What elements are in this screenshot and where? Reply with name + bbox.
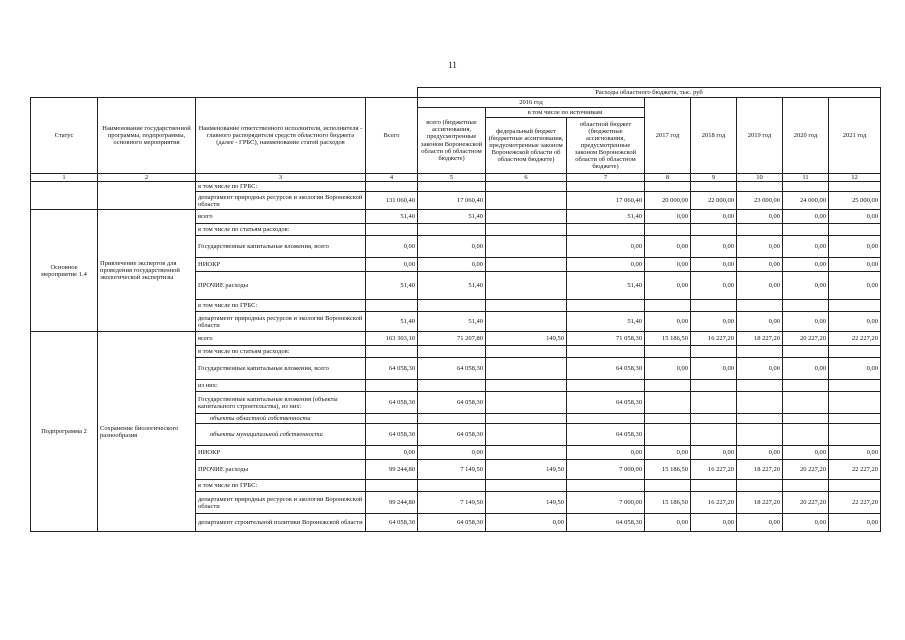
- value-cell: [829, 424, 881, 446]
- value-cell: 22 227,20: [829, 492, 881, 514]
- column-number: 5: [418, 174, 486, 182]
- value-cell: 16 227,20: [691, 460, 737, 480]
- value-cell: [567, 182, 645, 192]
- column-number: 2: [98, 174, 196, 182]
- year-2021-header: 2021 год: [829, 98, 881, 174]
- expense-label: в том числе по ГРБС:: [196, 480, 366, 492]
- value-cell: 0,00: [645, 258, 691, 272]
- expense-label: в том числе по ГРБС:: [196, 182, 366, 192]
- value-cell: [783, 182, 829, 192]
- status-header: Статус: [31, 98, 98, 174]
- value-cell: 15 186,50: [645, 460, 691, 480]
- expense-label: департамент природных ресурсов и экологии Воронежской области: [196, 312, 366, 332]
- empty-cell: [98, 182, 196, 210]
- value-cell: 7 149,50: [418, 460, 486, 480]
- value-cell: 0,00: [645, 236, 691, 258]
- value-cell: [691, 182, 737, 192]
- expense-label: в том числе по ГРБС:: [196, 300, 366, 312]
- value-cell: [829, 300, 881, 312]
- value-cell: [783, 224, 829, 236]
- value-cell: 0,00: [567, 446, 645, 460]
- value-cell: [486, 446, 567, 460]
- value-cell: [737, 380, 783, 392]
- value-cell: 0,00: [691, 514, 737, 532]
- expense-label: Государственные капитальные вложения (объекты капитального строительства), из них:: [196, 392, 366, 414]
- value-cell: 7 149,50: [418, 492, 486, 514]
- expense-label: департамент строительной политики Воронежской области: [196, 514, 366, 532]
- value-cell: [645, 424, 691, 446]
- federal-header: федеральный бюджет (бюджетные ассигнования, предусмотренные законом Воронежской области об областном бюджете): [486, 118, 567, 174]
- value-cell: [783, 346, 829, 358]
- value-cell: [783, 300, 829, 312]
- value-cell: 51,40: [366, 312, 418, 332]
- budget-title: Расходы областного бюджета, тыс. руб: [418, 88, 881, 98]
- value-cell: 0,00: [737, 272, 783, 300]
- value-cell: 0,00: [737, 514, 783, 532]
- year-2016-header: 2016 год: [418, 98, 645, 108]
- value-cell: [691, 414, 737, 424]
- value-cell: [366, 380, 418, 392]
- value-cell: [691, 380, 737, 392]
- value-cell: 99 244,80: [366, 460, 418, 480]
- column-number: 11: [783, 174, 829, 182]
- value-cell: [366, 346, 418, 358]
- value-cell: [486, 272, 567, 300]
- value-cell: 0,00: [829, 514, 881, 532]
- value-cell: [567, 414, 645, 424]
- program-name-header: Наименование государственной программы, подпрограммы, основного мероприятия: [98, 98, 196, 174]
- column-number: 4: [366, 174, 418, 182]
- value-cell: [567, 480, 645, 492]
- value-cell: 0,00: [645, 312, 691, 332]
- expense-label: объекты муниципальной собственности: [196, 424, 366, 446]
- value-cell: [783, 480, 829, 492]
- value-cell: 64 058,30: [567, 358, 645, 380]
- value-cell: 25 000,00: [829, 192, 881, 210]
- value-cell: 0,00: [783, 446, 829, 460]
- value-cell: 0,00: [829, 358, 881, 380]
- value-cell: [567, 224, 645, 236]
- value-cell: 7 000,00: [567, 460, 645, 480]
- value-cell: [829, 346, 881, 358]
- value-cell: [366, 224, 418, 236]
- value-cell: [645, 300, 691, 312]
- value-cell: [567, 300, 645, 312]
- expense-label: НИОКР: [196, 446, 366, 460]
- value-cell: 0,00: [737, 258, 783, 272]
- value-cell: [418, 182, 486, 192]
- value-cell: 64 058,30: [418, 514, 486, 532]
- value-cell: [486, 424, 567, 446]
- value-cell: [829, 480, 881, 492]
- value-cell: 24 000,00: [783, 192, 829, 210]
- empty-cell: [31, 182, 98, 210]
- value-cell: [691, 392, 737, 414]
- total-header: Всего: [366, 98, 418, 174]
- value-cell: 22 000,00: [691, 192, 737, 210]
- expense-label: Государственные капитальные вложения, всего: [196, 236, 366, 258]
- value-cell: [829, 414, 881, 424]
- value-cell: [486, 414, 567, 424]
- value-cell: [645, 346, 691, 358]
- value-cell: [366, 300, 418, 312]
- value-cell: 0,00: [829, 258, 881, 272]
- value-cell: 0,00: [645, 210, 691, 224]
- value-cell: [567, 346, 645, 358]
- value-cell: 64 058,30: [366, 424, 418, 446]
- value-cell: 149,50: [486, 492, 567, 514]
- value-cell: 16 227,20: [691, 492, 737, 514]
- value-cell: 17 060,40: [418, 192, 486, 210]
- value-cell: 22 227,20: [829, 460, 881, 480]
- value-cell: 0,00: [737, 358, 783, 380]
- year-2018-header: 2018 год: [691, 98, 737, 174]
- value-cell: 0,00: [366, 236, 418, 258]
- value-cell: 0,00: [366, 258, 418, 272]
- value-cell: [418, 346, 486, 358]
- value-cell: [737, 182, 783, 192]
- expense-label: всего: [196, 210, 366, 224]
- column-number: 7: [567, 174, 645, 182]
- value-cell: 0,00: [486, 514, 567, 532]
- sources-header: в том числе по источникам: [486, 108, 645, 118]
- value-cell: [783, 414, 829, 424]
- value-cell: [691, 300, 737, 312]
- regional-header: областной бюджет (бюджетные ассигнования, предусмотренные законом Воронежской области об областном бюджете): [567, 118, 645, 174]
- value-cell: 51,40: [418, 272, 486, 300]
- value-cell: 0,00: [783, 272, 829, 300]
- value-cell: 163 303,10: [366, 332, 418, 346]
- value-cell: 64 058,30: [567, 392, 645, 414]
- table-row: [31, 332, 881, 346]
- value-cell: 0,00: [829, 312, 881, 332]
- value-cell: 0,00: [829, 236, 881, 258]
- value-cell: 0,00: [567, 258, 645, 272]
- value-cell: 99 244,80: [366, 492, 418, 514]
- value-cell: [691, 480, 737, 492]
- value-cell: 149,50: [486, 460, 567, 480]
- expense-label: в том числе по статьям расходов:: [196, 346, 366, 358]
- value-cell: 15 186,50: [645, 492, 691, 514]
- value-cell: [645, 414, 691, 424]
- value-cell: 0,00: [783, 236, 829, 258]
- column-number: 3: [196, 174, 366, 182]
- value-cell: [366, 480, 418, 492]
- value-cell: [486, 182, 567, 192]
- value-cell: 20 227,20: [783, 332, 829, 346]
- expense-label: департамент природных ресурсов и экологии Воронежской области: [196, 192, 366, 210]
- value-cell: 64 058,30: [366, 358, 418, 380]
- value-cell: 20 227,20: [783, 492, 829, 514]
- value-cell: 0,00: [783, 358, 829, 380]
- value-cell: 0,00: [366, 446, 418, 460]
- value-cell: 20 000,00: [645, 192, 691, 210]
- value-cell: 0,00: [645, 446, 691, 460]
- value-cell: 18 227,20: [737, 332, 783, 346]
- value-cell: [783, 424, 829, 446]
- value-cell: 0,00: [829, 446, 881, 460]
- value-cell: 0,00: [418, 446, 486, 460]
- value-cell: 149,50: [486, 332, 567, 346]
- value-cell: 64 058,30: [366, 392, 418, 414]
- value-cell: [366, 182, 418, 192]
- value-cell: [737, 480, 783, 492]
- value-cell: 0,00: [737, 312, 783, 332]
- value-cell: 71 058,30: [567, 332, 645, 346]
- value-cell: 7 000,00: [567, 492, 645, 514]
- value-cell: 0,00: [418, 236, 486, 258]
- value-cell: [645, 480, 691, 492]
- value-cell: 0,00: [645, 514, 691, 532]
- value-cell: [486, 392, 567, 414]
- expense-label: в том числе по статьям расходов:: [196, 224, 366, 236]
- value-cell: [691, 224, 737, 236]
- value-cell: 131 060,40: [366, 192, 418, 210]
- value-cell: [486, 480, 567, 492]
- expense-label: НИОКР: [196, 258, 366, 272]
- value-cell: 23 000,00: [737, 192, 783, 210]
- value-cell: [829, 224, 881, 236]
- value-cell: [486, 258, 567, 272]
- value-cell: [486, 236, 567, 258]
- value-cell: [737, 424, 783, 446]
- value-cell: 0,00: [737, 446, 783, 460]
- expense-label: ПРОЧИЕ расходы: [196, 460, 366, 480]
- value-cell: 0,00: [691, 358, 737, 380]
- value-cell: [645, 380, 691, 392]
- budget-table: [30, 87, 881, 532]
- expense-label: Государственные капитальные вложения, всего: [196, 358, 366, 380]
- value-cell: 22 227,20: [829, 332, 881, 346]
- value-cell: [645, 392, 691, 414]
- value-cell: [486, 312, 567, 332]
- expense-label: из них:: [196, 380, 366, 392]
- value-cell: 0,00: [691, 272, 737, 300]
- value-cell: 71 207,80: [418, 332, 486, 346]
- value-cell: 0,00: [737, 236, 783, 258]
- value-cell: 64 058,30: [567, 424, 645, 446]
- year-2017-header: 2017 год: [645, 98, 691, 174]
- value-cell: [737, 392, 783, 414]
- value-cell: [366, 414, 418, 424]
- executor-header: Наименование ответственного исполнителя, исполнителя - главного распорядителя средств областного бюджета (далее - ГРБС), наименование статей расходов: [196, 98, 366, 174]
- value-cell: 0,00: [691, 446, 737, 460]
- row-name-cell: Привлечение экспертов для проведения государственной экологической экспертизы: [98, 210, 196, 332]
- value-cell: 16 227,20: [691, 332, 737, 346]
- column-number: 12: [829, 174, 881, 182]
- value-cell: [486, 210, 567, 224]
- table-row: [31, 182, 881, 192]
- column-number: 9: [691, 174, 737, 182]
- column-number: 6: [486, 174, 567, 182]
- value-cell: 51,40: [567, 312, 645, 332]
- value-cell: [829, 392, 881, 414]
- value-cell: 64 058,30: [418, 392, 486, 414]
- value-cell: 18 227,20: [737, 460, 783, 480]
- value-cell: [486, 192, 567, 210]
- row-name-cell: Сохранение биологического разнообразия: [98, 332, 196, 532]
- value-cell: 0,00: [645, 358, 691, 380]
- value-cell: [418, 480, 486, 492]
- value-cell: 0,00: [737, 210, 783, 224]
- value-cell: [829, 182, 881, 192]
- value-cell: [691, 346, 737, 358]
- value-cell: [645, 224, 691, 236]
- value-cell: [783, 392, 829, 414]
- value-cell: 51,40: [418, 312, 486, 332]
- column-number: 8: [645, 174, 691, 182]
- value-cell: 0,00: [691, 258, 737, 272]
- value-cell: 18 227,20: [737, 492, 783, 514]
- value-cell: [418, 224, 486, 236]
- value-cell: 64 058,30: [567, 514, 645, 532]
- value-cell: [737, 414, 783, 424]
- value-cell: [486, 224, 567, 236]
- column-number: 10: [737, 174, 783, 182]
- table-row: [31, 210, 881, 224]
- value-cell: [567, 380, 645, 392]
- value-cell: 51,40: [567, 210, 645, 224]
- value-cell: 0,00: [783, 210, 829, 224]
- value-cell: [783, 380, 829, 392]
- value-cell: 0,00: [418, 258, 486, 272]
- expense-label: ПРОЧИЕ расходы: [196, 272, 366, 300]
- value-cell: [486, 380, 567, 392]
- value-cell: 20 227,20: [783, 460, 829, 480]
- value-cell: [486, 300, 567, 312]
- value-cell: 0,00: [783, 258, 829, 272]
- value-cell: [645, 182, 691, 192]
- all-2016-header: всего (бюджетные ассигнования, предусмотренные законом Воронежской области об областном бюджете): [418, 108, 486, 174]
- value-cell: 0,00: [691, 312, 737, 332]
- value-cell: 15 186,50: [645, 332, 691, 346]
- value-cell: 0,00: [691, 210, 737, 224]
- value-cell: [418, 414, 486, 424]
- expense-label: всего: [196, 332, 366, 346]
- column-number: 1: [31, 174, 98, 182]
- value-cell: [829, 380, 881, 392]
- value-cell: [691, 424, 737, 446]
- value-cell: 0,00: [829, 210, 881, 224]
- value-cell: 51,40: [366, 210, 418, 224]
- value-cell: [737, 300, 783, 312]
- value-cell: [486, 346, 567, 358]
- row-status-cell: Подпрограмма 2: [31, 332, 98, 532]
- column-number-row: [31, 174, 881, 182]
- value-cell: [737, 346, 783, 358]
- value-cell: 64 058,30: [418, 358, 486, 380]
- expense-label: объекты областной собственности: [196, 414, 366, 424]
- value-cell: [418, 380, 486, 392]
- value-cell: 64 058,30: [366, 514, 418, 532]
- year-2020-header: 2020 год: [783, 98, 829, 174]
- value-cell: 0,00: [691, 236, 737, 258]
- value-cell: 0,00: [645, 272, 691, 300]
- value-cell: 51,40: [418, 210, 486, 224]
- value-cell: 0,00: [567, 236, 645, 258]
- value-cell: 17 060,40: [567, 192, 645, 210]
- year-2019-header: 2019 год: [737, 98, 783, 174]
- row-status-cell: Основное мероприятие 1.4: [31, 210, 98, 332]
- value-cell: [737, 224, 783, 236]
- value-cell: 51,40: [567, 272, 645, 300]
- value-cell: 0,00: [783, 312, 829, 332]
- value-cell: 0,00: [829, 272, 881, 300]
- value-cell: [486, 358, 567, 380]
- value-cell: 0,00: [783, 514, 829, 532]
- value-cell: 64 058,30: [418, 424, 486, 446]
- value-cell: [418, 300, 486, 312]
- expense-label: департамент природных ресурсов и экологии Воронежской области: [196, 492, 366, 514]
- page-number: 11: [448, 60, 457, 70]
- value-cell: 51,40: [366, 272, 418, 300]
